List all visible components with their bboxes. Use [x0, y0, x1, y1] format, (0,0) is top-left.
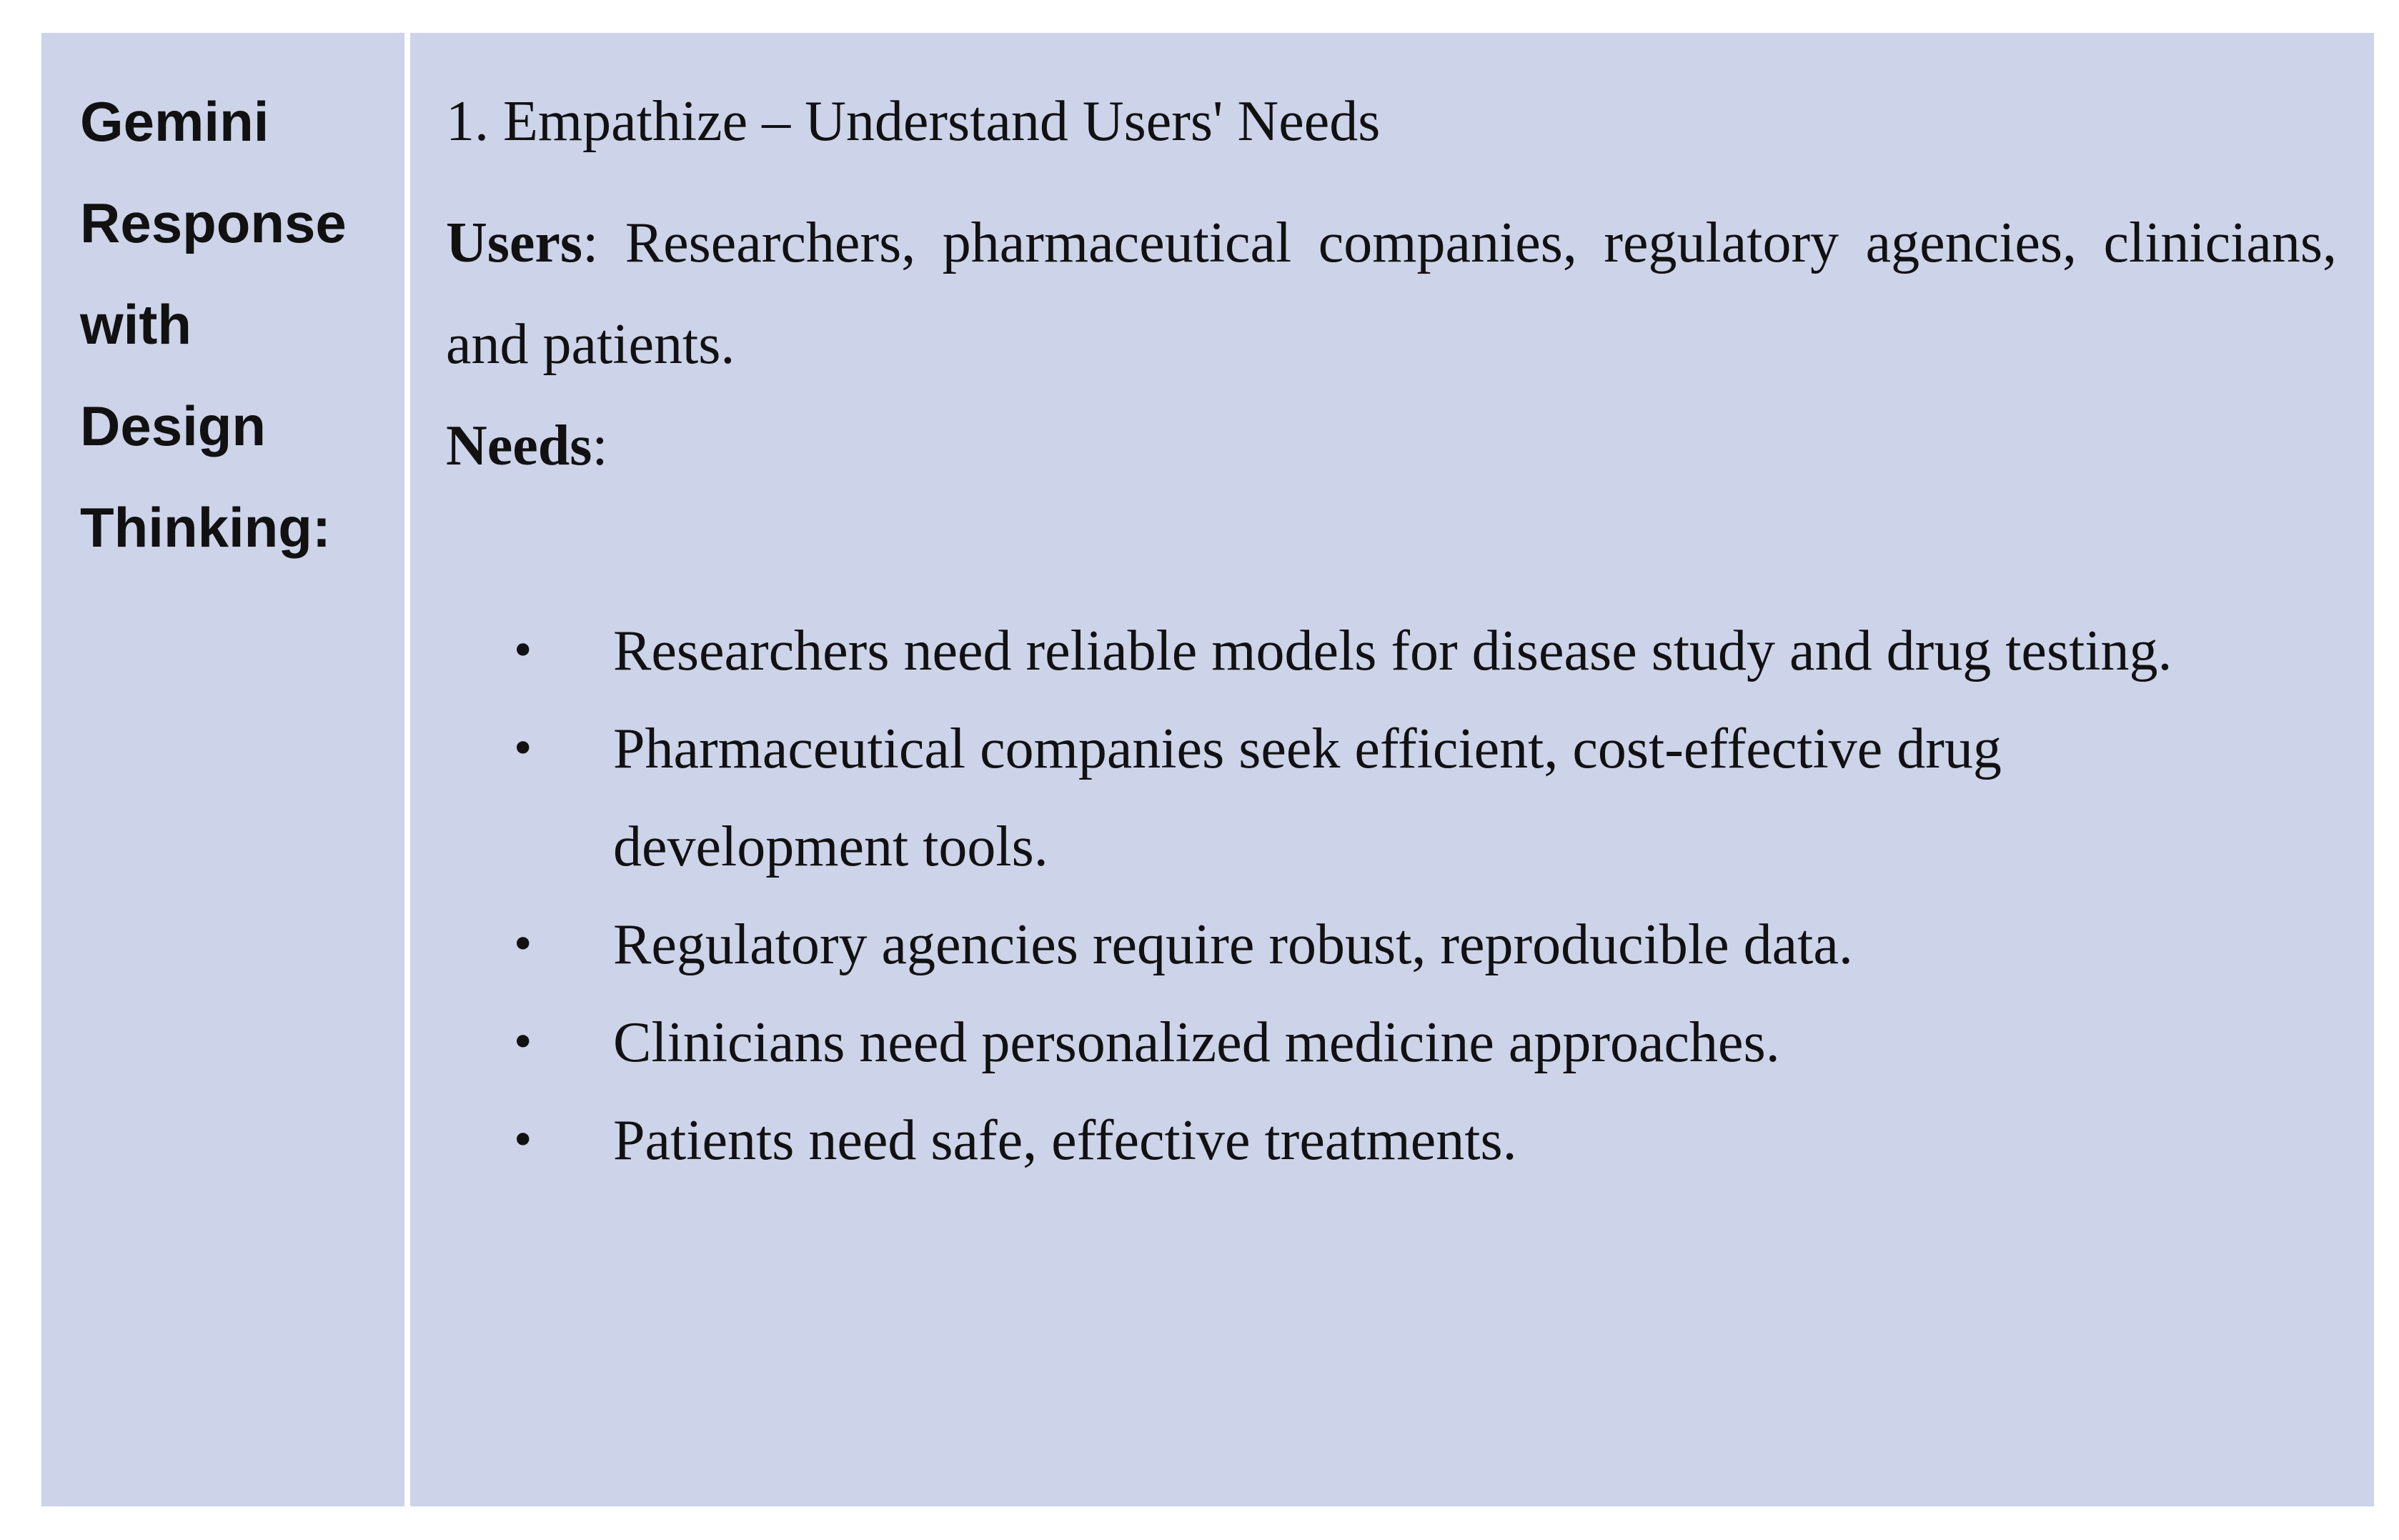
needs-paragraph [446, 395, 2337, 497]
list-item-text: Clinicians need personalized medicine approaches. [613, 1011, 1780, 1074]
list-item-text: Pharmaceutical companies seek efficient, cost-effective drug development tools. [613, 717, 2002, 878]
response-content-cell [410, 33, 2374, 1506]
row-label-line: with [80, 293, 192, 356]
users-label: Users [446, 212, 583, 274]
column-divider [404, 33, 410, 1506]
response-table [41, 33, 2374, 1506]
bullet-icon: • [510, 920, 536, 970]
row-label-cell [41, 33, 404, 1506]
bullet-icon: • [510, 1116, 536, 1166]
row-label-line: Response [80, 192, 347, 254]
list-item [446, 994, 2337, 1092]
users-text: : Researchers, pharmaceutical companies, regulatory agencies, clinicians, and patients. [446, 212, 2337, 376]
bullet-icon: • [510, 724, 536, 774]
row-label-line: Design [80, 394, 267, 457]
list-item [446, 700, 2337, 896]
needs-label: Needs [446, 414, 592, 477]
needs-colon: : [592, 414, 608, 477]
list-item-text: Regulatory agencies require robust, reproducible data. [613, 913, 1853, 976]
users-paragraph [446, 192, 2337, 395]
bullet-icon: • [510, 626, 536, 676]
list-item-text: Researchers need reliable models for disease study and drug testing. [613, 620, 2172, 682]
list-item [446, 602, 2337, 700]
section-heading: 1. Empathize – Understand Users' Needs [446, 90, 1381, 153]
bullet-icon: • [510, 1018, 536, 1068]
list-item [446, 896, 2337, 994]
row-label [80, 71, 404, 578]
list-item-text: Patients need safe, effective treatments. [613, 1109, 1517, 1172]
list-item [446, 1092, 2337, 1190]
row-label-line: Gemini [80, 90, 269, 153]
needs-list [446, 602, 2337, 1190]
row-label-line: Thinking: [80, 496, 331, 559]
